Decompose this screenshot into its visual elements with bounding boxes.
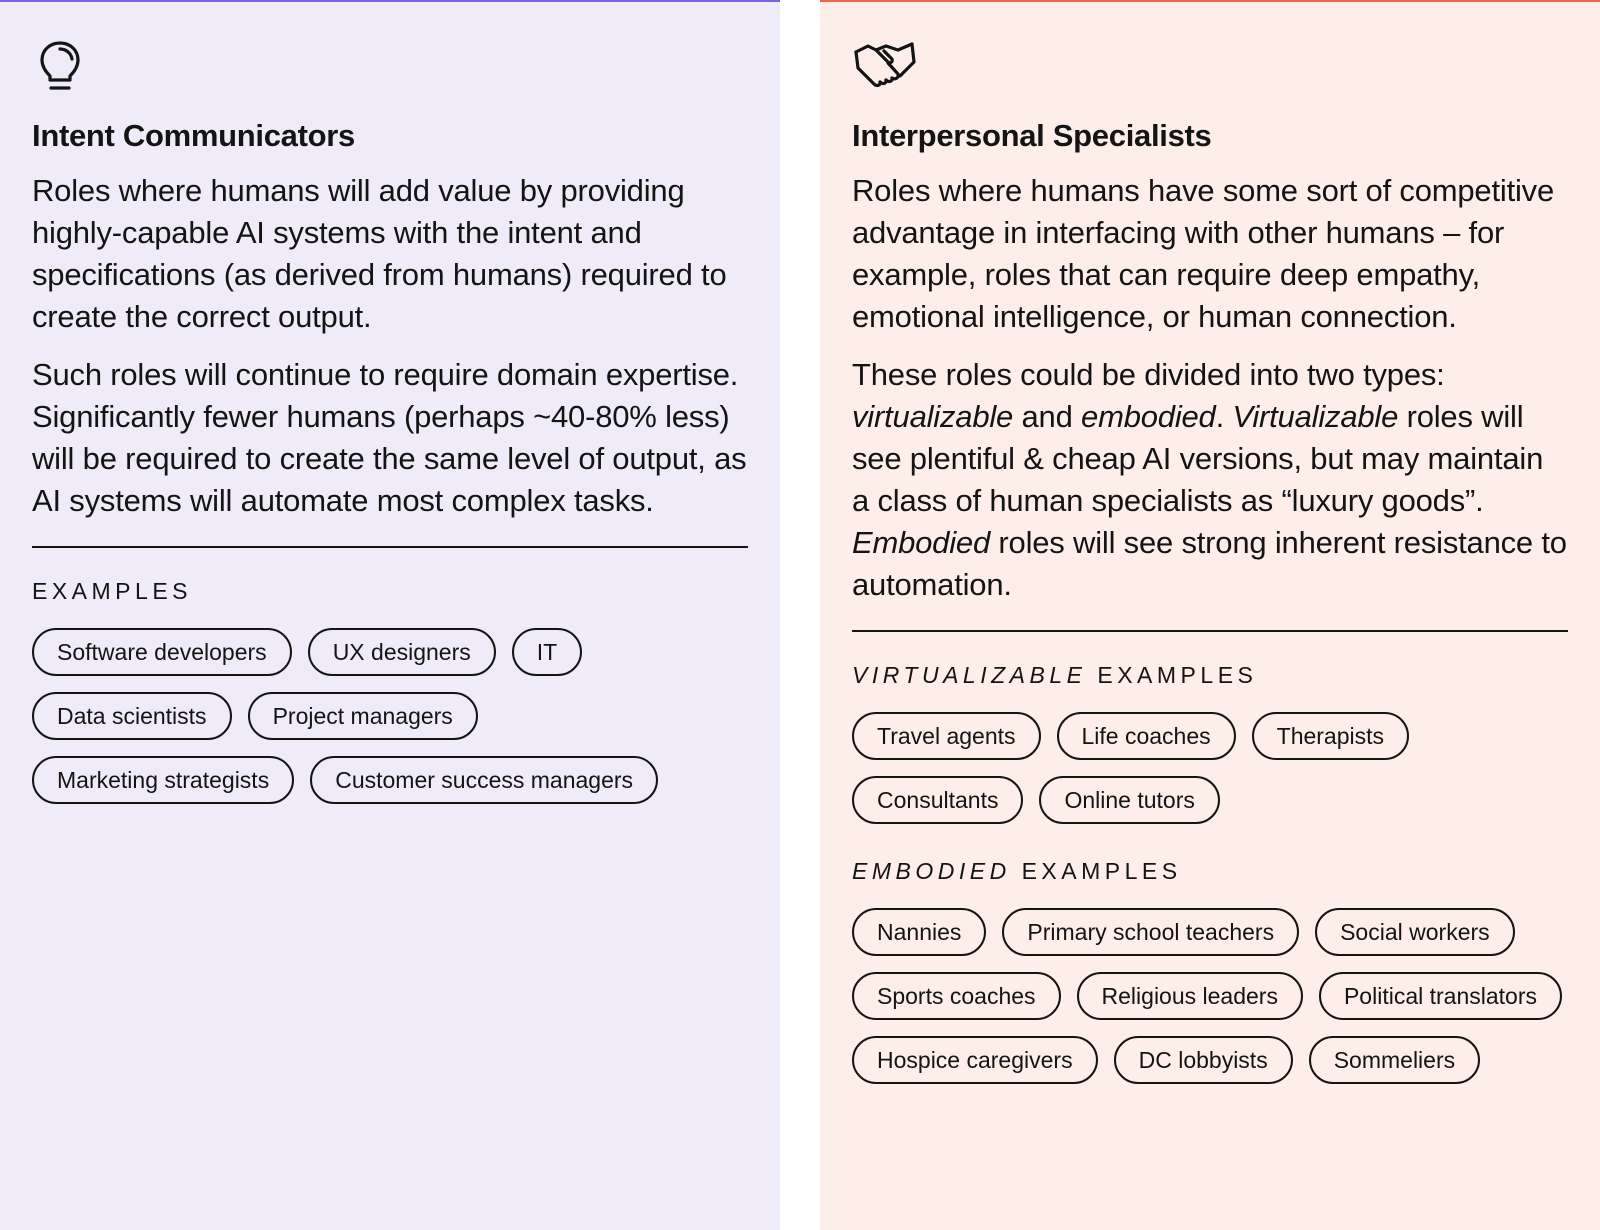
divider <box>852 630 1568 632</box>
example-chip[interactable]: Sports coaches <box>852 972 1061 1020</box>
example-chip[interactable]: Political translators <box>1319 972 1562 1020</box>
example-chip[interactable]: Data scientists <box>32 692 232 740</box>
example-chip[interactable]: Travel agents <box>852 712 1041 760</box>
example-chip[interactable]: Religious leaders <box>1077 972 1303 1020</box>
example-chip[interactable]: IT <box>512 628 582 676</box>
example-chip[interactable]: Consultants <box>852 776 1023 824</box>
description-paragraph: Roles where humans have some sort of competitive advantage in interfacing with other humans – for example, roles that can require deep empathy, emotional intelligence, or human connection. <box>852 173 1555 334</box>
handshake-icon <box>852 38 916 94</box>
example-chip[interactable]: Software developers <box>32 628 292 676</box>
virtualizable-examples-label: VIRTUALIZABLE EXAMPLES <box>852 662 1258 688</box>
lightbulb-icon <box>32 38 96 94</box>
example-chip[interactable]: Online tutors <box>1039 776 1219 824</box>
example-chip[interactable]: Customer success managers <box>310 756 658 804</box>
card-title: Interpersonal Specialists <box>852 118 1212 153</box>
examples-list <box>32 628 748 804</box>
example-chip[interactable]: Project managers <box>248 692 478 740</box>
example-chip[interactable]: Life coaches <box>1057 712 1236 760</box>
embodied-examples-label: EMBODIED EXAMPLES <box>852 858 1182 884</box>
example-chip[interactable]: Social workers <box>1315 908 1515 956</box>
example-chip[interactable]: Therapists <box>1252 712 1409 760</box>
embodied-examples-list <box>852 908 1568 1084</box>
example-chip[interactable]: Hospice caregivers <box>852 1036 1098 1084</box>
virtualizable-examples-list <box>852 712 1568 824</box>
example-chip[interactable]: Sommeliers <box>1309 1036 1480 1084</box>
intent-communicators-card <box>0 0 780 1230</box>
description-paragraph: Such roles will continue to require domain expertise. Significantly fewer humans (perhaps ~40-80% less) will be required to create the same level of output, as AI systems will automate most complex tasks. <box>32 357 747 518</box>
divider <box>32 546 748 548</box>
description-paragraph: These roles could be divided into two types: virtualizable and embodied. Virtualizable roles will see plentiful & cheap AI versions, but may maintain a class of human specialists as “luxury goods”. Embodied roles will see strong inherent resistance to automation. <box>852 357 1567 602</box>
interpersonal-specialists-card <box>820 0 1600 1230</box>
examples-label: EXAMPLES <box>32 578 192 604</box>
example-chip[interactable]: UX designers <box>308 628 496 676</box>
example-chip[interactable]: Primary school teachers <box>1002 908 1299 956</box>
example-chip[interactable]: Marketing strategists <box>32 756 294 804</box>
example-chip[interactable]: DC lobbyists <box>1114 1036 1293 1084</box>
card-title: Intent Communicators <box>32 118 355 153</box>
description-paragraph: Roles where humans will add value by providing highly-capable AI systems with the intent and specifications (as derived from humans) required to create the correct output. <box>32 173 727 334</box>
example-chip[interactable]: Nannies <box>852 908 986 956</box>
